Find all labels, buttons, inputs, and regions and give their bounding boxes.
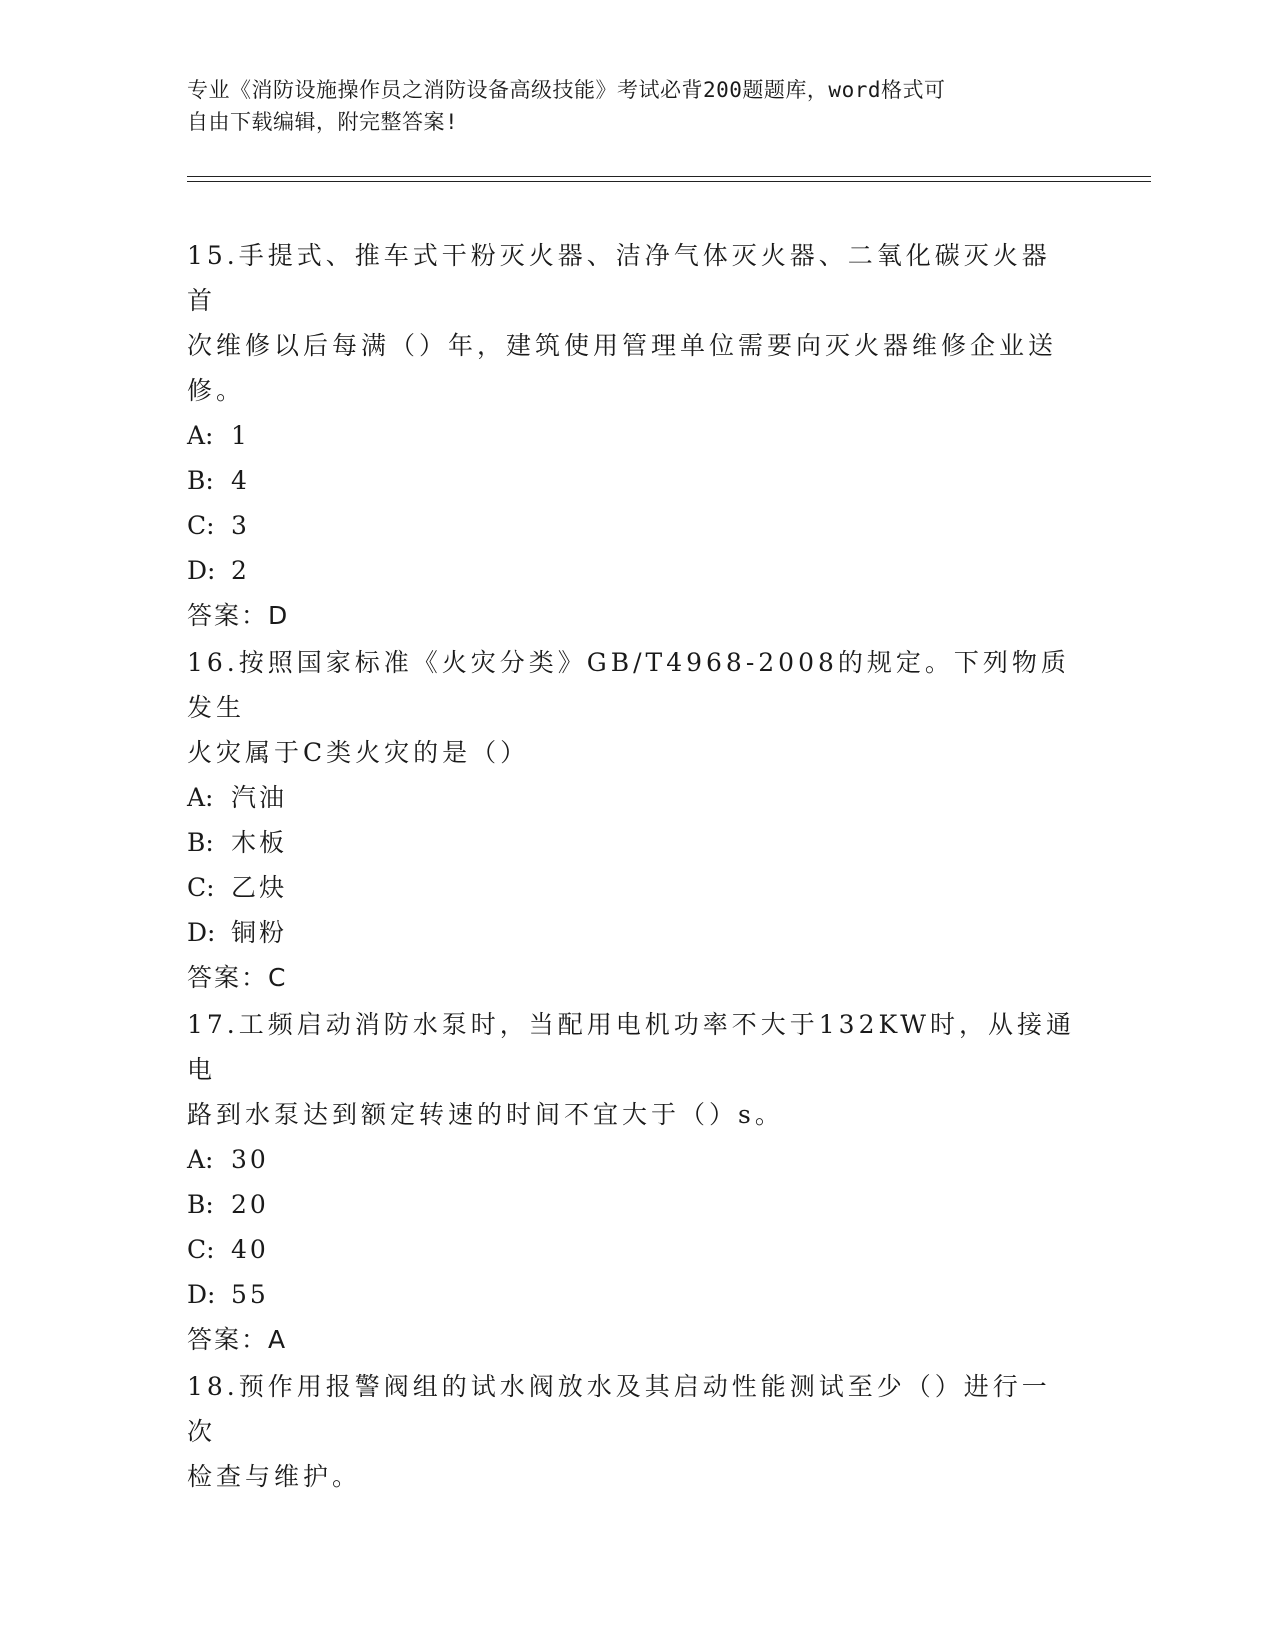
option-text: 3 (231, 511, 250, 540)
question-stem-line: 修。 (187, 376, 246, 405)
question-18 (187, 1364, 1077, 1499)
option-text: 木板 (231, 828, 288, 857)
question-stem-line: 16.按照国家标准《火灾分类》GB/T4968-2008的规定。下列物质发生 (187, 648, 1070, 722)
option-key: C: (187, 511, 215, 540)
option-key: B: (187, 1190, 214, 1219)
header-line-2: 自由下载编辑，附完整答案! (187, 110, 459, 134)
option-text: 2 (231, 556, 250, 585)
question-stem-line: 检查与维护。 (187, 1462, 362, 1491)
question-stem-line: 17.工频启动消防水泵时，当配用电机功率不大于132KW时，从接通电 (187, 1010, 1075, 1084)
option-a (187, 1137, 1077, 1182)
option-c (187, 865, 1077, 910)
option-text: 40 (231, 1235, 269, 1264)
question-stem-line: 15.手提式、推车式干粉灭火器、洁净气体灭火器、二氧化碳灭火器首 (187, 241, 1051, 315)
option-text: 55 (231, 1280, 269, 1309)
option-key: C: (187, 1235, 215, 1264)
option-key: B: (187, 466, 214, 495)
option-d (187, 910, 1077, 955)
option-a (187, 413, 1077, 458)
answer-line: 答案：C (187, 963, 288, 992)
option-key: D: (187, 1280, 216, 1309)
option-b (187, 1182, 1077, 1227)
answer-line: 答案：A (187, 1325, 288, 1354)
option-key: A: (187, 783, 214, 812)
option-text: 铜粉 (231, 918, 288, 947)
question-17 (187, 1002, 1077, 1362)
question-stem-line: 火灾属于C类火灾的是（） (187, 738, 530, 767)
question-stem-line: 路到水泵达到额定转速的时间不宜大于（）s。 (187, 1100, 784, 1129)
option-key: D: (187, 556, 216, 585)
option-key: A: (187, 1145, 214, 1174)
option-text: 4 (231, 466, 250, 495)
question-15 (187, 233, 1077, 638)
option-text: 汽油 (231, 783, 288, 812)
answer-line: 答案：D (187, 601, 290, 630)
option-key: B: (187, 828, 214, 857)
option-d (187, 1272, 1077, 1317)
header-divider-bottom (187, 181, 1151, 182)
option-key: A: (187, 421, 214, 450)
option-key: C: (187, 873, 215, 902)
option-d (187, 548, 1077, 593)
header-line-1: 专业《消防设施操作员之消防设备高级技能》考试必背200题题库，word格式可 (187, 78, 946, 102)
question-stem-line: 18.预作用报警阀组的试水阀放水及其启动性能测试至少（）进行一次 (187, 1372, 1051, 1446)
question-16 (187, 640, 1077, 1000)
option-b (187, 820, 1077, 865)
question-stem-line: 次维修以后每满（）年，建筑使用管理单位需要向灭火器维修企业送 (187, 331, 1058, 360)
option-b (187, 458, 1077, 503)
option-text: 20 (231, 1190, 269, 1219)
document-header (187, 74, 1067, 138)
option-c (187, 503, 1077, 548)
option-text: 30 (231, 1145, 269, 1174)
option-c (187, 1227, 1077, 1272)
option-text: 乙炔 (231, 873, 288, 902)
option-key: D: (187, 918, 216, 947)
option-text: 1 (231, 421, 250, 450)
option-a (187, 775, 1077, 820)
header-divider-top (187, 176, 1151, 177)
